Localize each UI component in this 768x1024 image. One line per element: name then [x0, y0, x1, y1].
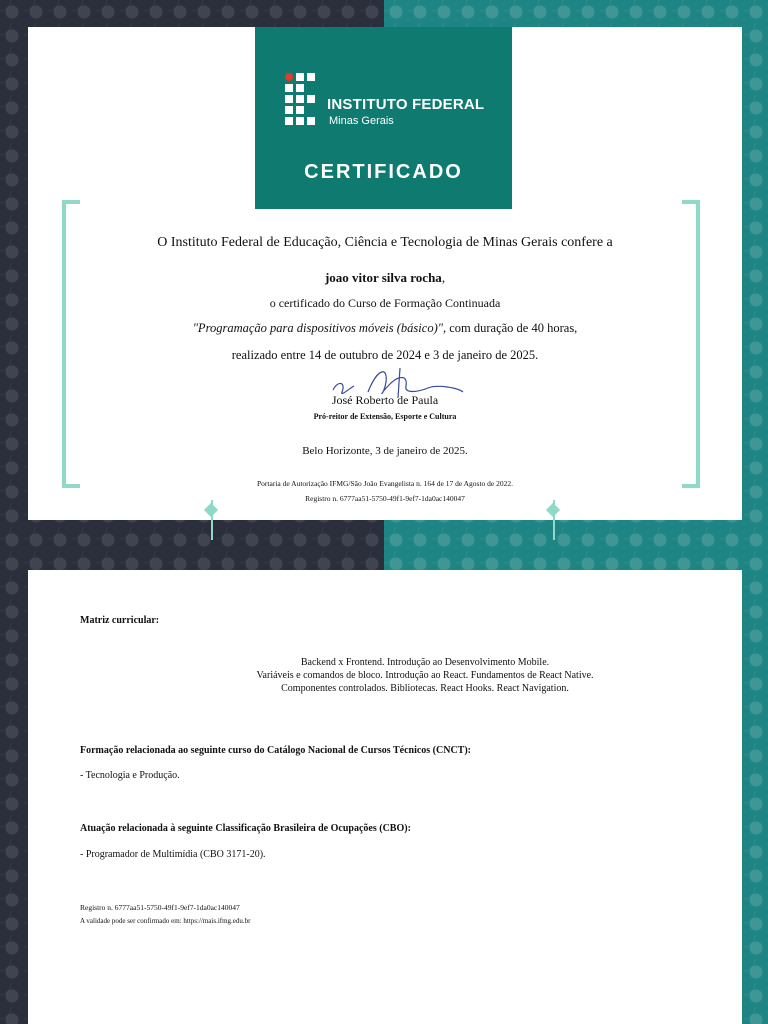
registro-text: Registro n. 6777aa51-5750-49f1-9ef7-1da0ac140047: [305, 494, 465, 503]
course-duration: , com duração de 40 horas,: [442, 321, 578, 335]
signer-role: Pró-reitor de Extensão, Esporte e Cultura: [313, 412, 457, 421]
recipient-name: joao vitor silva rocha: [324, 270, 442, 285]
course-detail: [88, 321, 682, 336]
certificate-title: CERTIFICADO: [304, 161, 463, 183]
matriz-line: Backend x Frontend. Introdução ao Desenvolvimento Mobile.: [300, 657, 550, 668]
registro-back: Registro n. 6777aa51-5750-49f1-9ef7-1da0ac140047: [80, 903, 240, 912]
recipient-line: joao vitor silva rocha,: [324, 270, 446, 285]
matriz-line: Variáveis e comandos de bloco. Introdução ao React. Fundamentos de React Native.: [256, 670, 594, 681]
diamond-marker-left: [211, 500, 213, 540]
diamond-marker-right: [553, 500, 555, 540]
institution-name: INSTITUTO FEDERAL: [327, 96, 485, 113]
campus-name: Minas Gerais: [329, 115, 394, 127]
cbo-value: - Programador de Multimídia (CBO 3171-20).: [80, 849, 266, 860]
left-bracket: [62, 200, 80, 488]
cnct-value: - Tecnologia e Produção.: [80, 770, 180, 781]
matriz-line: Componentes controlados. Bibliotecas. React Hooks. React Navigation.: [281, 683, 569, 694]
right-bracket: [682, 200, 700, 488]
course-name: "Programação para dispositivos móveis (básico)": [192, 321, 443, 335]
place-date: Belo Horizonte, 3 de janeiro de 2025.: [302, 445, 468, 457]
course-period: realizado entre 14 de outubro de 2024 e 3 de janeiro de 2025.: [231, 348, 539, 362]
certificate-header: [255, 27, 512, 209]
validation-link[interactable]: A validade pode ser confirmado em: https://mais.ifmg.edu.br: [80, 917, 251, 925]
certificate-page-back: [28, 570, 742, 1024]
cnct-title: Formação relacionada ao seguinte curso do Catálogo Nacional de Cursos Técnicos (CNCT):: [80, 745, 471, 756]
cbo-title: Atuação relacionada à seguinte Classificação Brasileira de Ocupações (CBO):: [80, 823, 411, 834]
ifmg-logo-icon: [285, 73, 319, 129]
signer-name: José Roberto de Paula: [331, 393, 439, 407]
intro-text: O Instituto Federal de Educação, Ciência e Tecnologia de Minas Gerais confere a: [157, 235, 613, 250]
portaria-text: Portaria de Autorização IFMG/São João Evangelista n. 164 de 17 de Agosto de 2022.: [257, 479, 513, 488]
certificate-page-front: [28, 27, 742, 520]
matriz-title: Matriz curricular:: [80, 615, 160, 626]
matriz-body: [228, 656, 622, 695]
course-line: o certificado do Curso de Formação Continuada: [269, 296, 501, 310]
